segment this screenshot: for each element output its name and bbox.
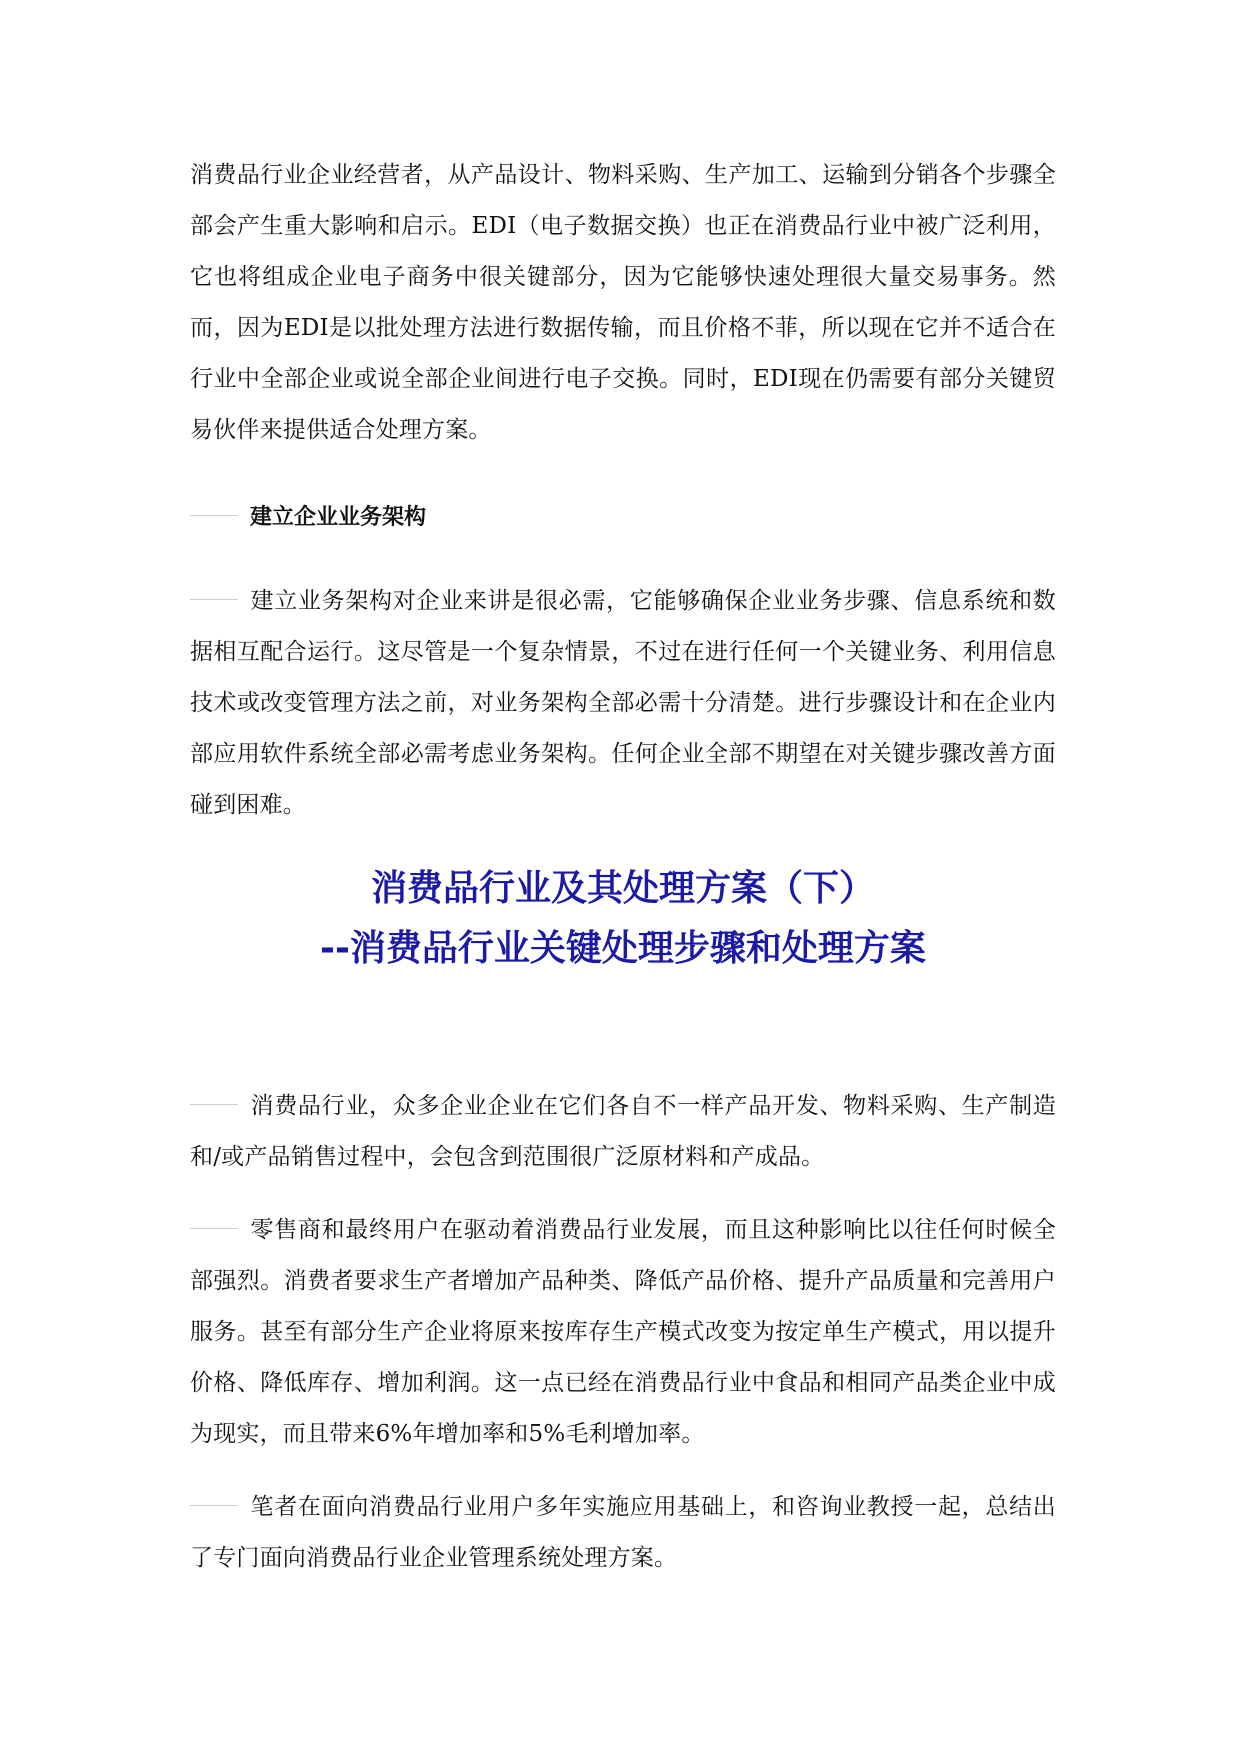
paragraph-author-summary — [190, 1482, 1056, 1584]
document-subtitle: --消费品行业关键处理步骤和处理方案 — [320, 928, 926, 969]
paragraph-edi: 消费品行业企业经营者，从产品设计、物料采购、生产加工、运输到分销各个步骤全部会产生重大影响和启示。EDI（电子数据交换）也正在消费品行业中被广泛利用，它也将组成企业电子商务中很关键部分，因为它能够快速处理很大量交易事务。然而，因为EDI是以批处理方法进行数据传输，而且价格不菲，所以现在它并不适合在行业中全部企业或说全部企业间进行电子交换。同时，EDI现在仍需要有部分关键贸易伙伴来提供适合处理方案。 — [190, 162, 1056, 443]
document-title: 消费品行业及其处理方案（下） — [370, 868, 875, 909]
paragraph-business-architecture — [190, 576, 1056, 831]
section-heading — [190, 492, 1056, 543]
paragraph-retail-drivers-text: 零售商和最终用户在驱动着消费品行业发展，而且这种影响比以往任何时候全部强烈。消费者要求生产者增加产品种类、降低产品价格、提升产品质量和完善用户服务。甚至有部分生产企业将原来按库存生产模式改变为按定单生产模式，用以提升价格、降低库存、增加利润。这一点已经在消费品行业中食品和相同产品类企业中成为现实，而且带来6%年增加率和5%毛利增加率。 — [190, 1217, 1056, 1447]
paragraph-business-architecture-text: 建立业务架构对企业来讲是很必需，它能够确保企业业务步骤、信息系统和数据相互配合运行。这尽管是一个复杂情景，不过在进行任何一个关键业务、利用信息技术或改变管理方法之前，对业务架构全部必需十分清楚。进行步骤设计和在企业内部应用软件系统全部必需考虑业务架构。任何企业全部不期望在对关键步骤改善方面碰到困难。 — [190, 588, 1056, 818]
leader-dash — [190, 515, 238, 517]
section-heading-text: 建立企业业务架构 — [250, 505, 427, 530]
leader-dash — [190, 1505, 238, 1507]
paragraph-retail-drivers — [190, 1205, 1056, 1460]
leader-dash — [190, 1104, 238, 1106]
leader-dash — [190, 599, 238, 601]
paragraph-industry-overview — [190, 1081, 1056, 1183]
document-content — [190, 150, 1056, 1584]
paragraph-author-summary-text: 笔者在面向消费品行业用户多年实施应用基础上，和咨询业教授一起，总结出了专门面向消费品行业企业管理系统处理方案。 — [190, 1494, 1056, 1571]
paragraph-industry-overview-text: 消费品行业，众多企业企业在它们各自不一样产品开发、物料采购、生产制造和/或产品销售过程中，会包含到范围很广泛原材料和产成品。 — [190, 1093, 1056, 1170]
leader-dash — [190, 1228, 238, 1230]
